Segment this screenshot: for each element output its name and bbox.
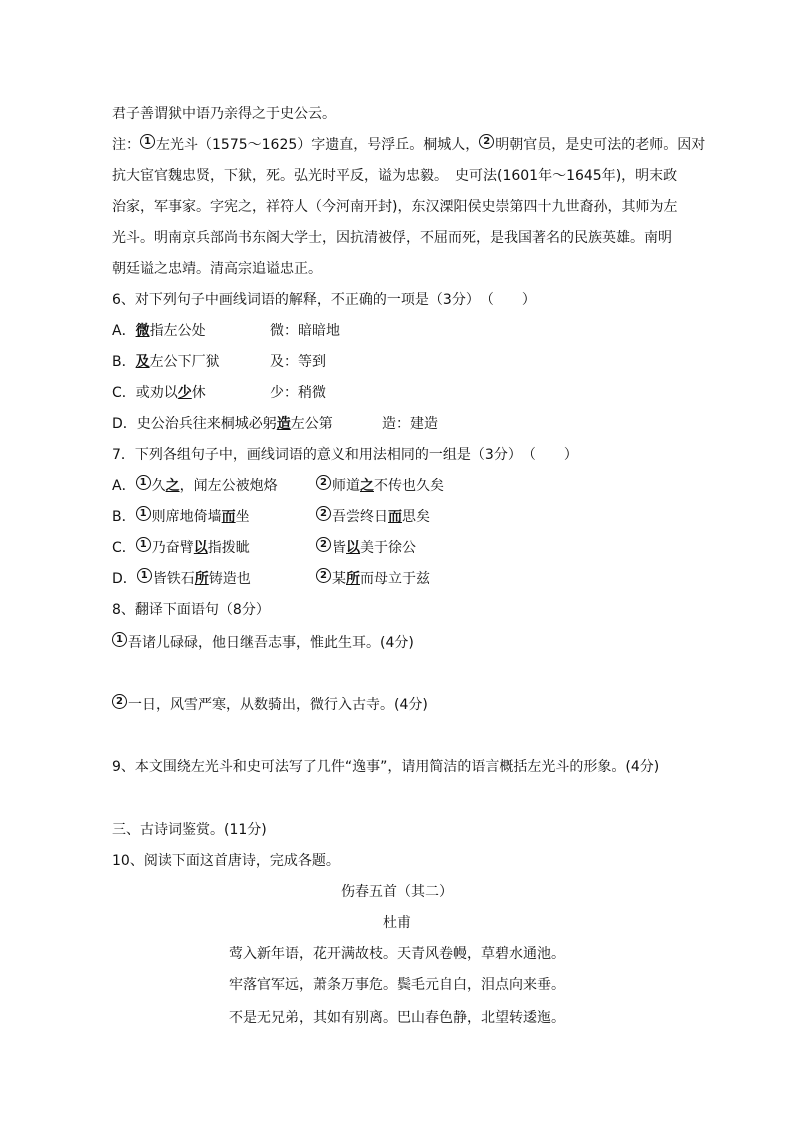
note-line-5: 朝廷谥之忠靖。清高宗追谥忠正。	[112, 261, 322, 277]
q7-option-b-second: 2 吾尝终日而思矣	[316, 507, 430, 527]
circled-number-icon: 2	[112, 694, 127, 709]
underlined-word: 之	[165, 478, 180, 494]
underlined-word: 以	[193, 540, 208, 556]
underlined-word: 而	[221, 509, 236, 525]
circled-number-icon: 1	[112, 632, 127, 647]
poem-line-3: 不是无兄弟，其如有别离。巴山春色静，北望转逶迤。	[229, 1010, 565, 1026]
q7-option-b: B． 1 则席地倚墙而坐	[112, 508, 250, 525]
poem-line-2: 牢落官军远，萧条万事危。鬓毛元自白，泪点向来垂。	[229, 977, 565, 993]
note-line-2: 抗大宦官魏忠贤，下狱，死。弘光时平反，谥为忠毅。 史可法(1601年～1645年)，明末政	[112, 168, 678, 184]
option-label: D．	[112, 416, 137, 432]
note-text-2: 明朝官员，是史可法的老师。因对	[495, 137, 706, 153]
q7-option-c: C． 1 乃奋臂以指拨眦	[112, 539, 250, 556]
underlined-word: 微	[135, 323, 150, 339]
q6-option-d: D．史公治兵往来桐城必躬造左公第	[112, 416, 333, 432]
underlined-word: 所	[346, 571, 360, 587]
option-label: B．	[112, 509, 136, 525]
option-label: A．	[112, 478, 136, 494]
note-line-1	[112, 135, 705, 155]
note-text-1: 左光斗（1575～1625）字遗直，号浮丘。桐城人，	[156, 137, 480, 153]
poem-title: 伤春五首（其二）	[341, 884, 453, 900]
q7-option-d-second: 2 某所而母立于兹	[316, 569, 430, 589]
underlined-word: 以	[346, 540, 360, 556]
section-3-heading: 三、古诗词鉴赏。(11分)	[112, 822, 267, 838]
circled-number-icon: 2	[316, 537, 331, 552]
option-label: C．	[112, 385, 136, 401]
note-line-4: 光斗。明南京兵部尚书东阁大学士，因抗清被俘，不屈而死，是我国著名的民族英雄。南明	[112, 230, 672, 246]
q7-option-c-second: 2 皆以美于徐公	[316, 538, 416, 558]
option-label: C．	[112, 540, 136, 556]
underlined-word: 少	[177, 385, 192, 401]
circled-number-icon: 2	[479, 134, 494, 149]
underlined-word: 造	[276, 416, 291, 432]
q6-option-b: B．及左公下厂狱	[112, 354, 220, 370]
q6-gloss-d: 造：建造	[382, 416, 438, 432]
circled-number-icon: 2	[316, 506, 331, 521]
question-9-stem: 9、本文围绕左光斗和史可法写了几件“逸事”，请用简洁的语言概括左光斗的形象。(4分)	[112, 759, 660, 775]
underlined-word: 所	[194, 571, 209, 587]
circled-number-icon: 1	[137, 568, 152, 583]
q6-gloss-a: 微：暗暗地	[270, 323, 340, 339]
q7-option-a-second: 2 师道之不传也久矣	[316, 476, 444, 496]
circled-number-icon: 1	[136, 475, 151, 490]
passage-tail: 君子善谓狱中语乃亲得之于史公云。	[112, 106, 336, 122]
option-label: B．	[112, 354, 136, 370]
circled-number-icon: 1	[136, 537, 151, 552]
q6-gloss-c: 少：稍微	[270, 385, 326, 401]
q6-gloss-b: 及：等到	[270, 354, 326, 370]
question-10-stem: 10、阅读下面这首唐诗，完成各题。	[112, 853, 340, 869]
option-label: D．	[112, 571, 137, 587]
question-8-stem: 8、翻译下面语句（8分）	[112, 602, 270, 618]
circled-number-icon: 1	[136, 506, 151, 521]
circled-number-icon: 2	[316, 568, 331, 583]
underlined-word: 及	[135, 354, 150, 370]
question-8-sentence-1: 1 吾诸儿碌碌，他日继吾志事，惟此生耳。(4分)	[112, 633, 414, 653]
q7-option-a: A． 1 久之，闻左公被炮烙	[112, 477, 278, 494]
question-6-stem: 6、对下列句子中画线词语的解释，不正确的一项是（3分） （ ）	[112, 292, 536, 308]
underlined-word: 之	[360, 478, 374, 494]
q6-option-a: A．微指左公处	[112, 323, 206, 339]
option-label: A．	[112, 323, 136, 339]
question-7-stem: 7．下列各组句子中，画线词语的意义和用法相同的一组是（3分） （ ）	[112, 447, 578, 463]
q6-option-c: C．或劝以少休	[112, 385, 206, 401]
circled-number-icon: 2	[316, 475, 331, 490]
note-line-3: 治家，军事家。字宪之，祥符人（今河南开封)，东汉溧阳侯史崇第四十九世裔孙，其师为左	[112, 199, 678, 215]
circled-number-icon: 1	[140, 134, 155, 149]
underlined-word: 而	[388, 509, 402, 525]
poem-author: 杜甫	[383, 915, 411, 931]
poem-line-1: 莺入新年语，花开满故枝。天青风卷幔，草碧水通池。	[229, 946, 565, 962]
note-prefix: 注：	[112, 137, 140, 153]
question-8-sentence-2: 2 一日，风雪严寒，从数骑出，微行入古寺。(4分)	[112, 695, 428, 715]
q7-option-d: D． 1 皆铁石所铸造也	[112, 570, 251, 587]
